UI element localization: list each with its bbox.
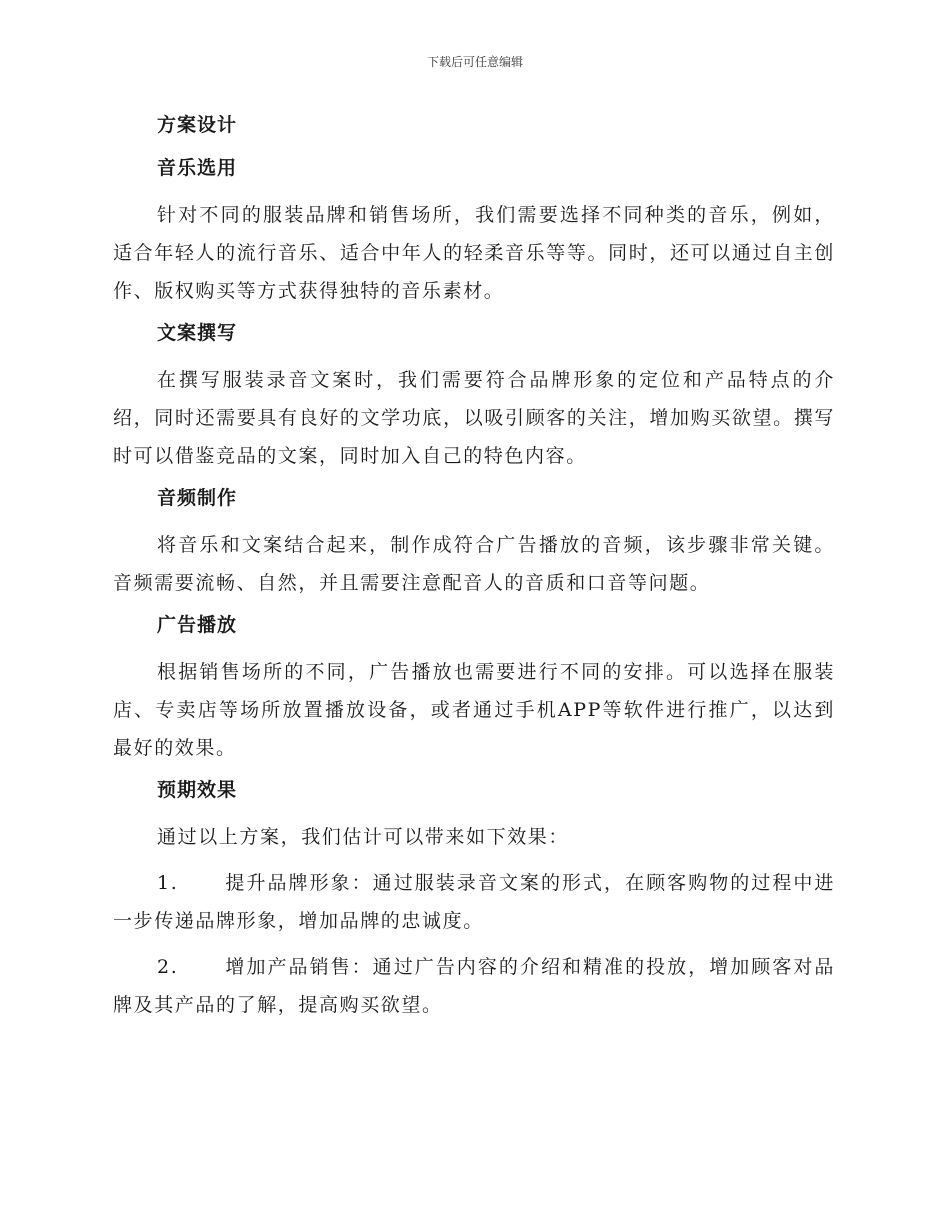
section-heading-music: 音乐选用 — [157, 157, 238, 179]
paragraph-expected: 通过以上方案，我们估计可以带来如下效果： — [157, 826, 570, 848]
list-item — [113, 864, 835, 940]
section-heading-ad: 广告播放 — [157, 614, 238, 636]
section-heading-plan: 方案设计 — [157, 114, 238, 136]
list-item-number: 2. — [157, 956, 179, 978]
section-heading-copywriting: 文案撰写 — [157, 322, 238, 344]
paragraph-audio: 将音乐和文案结合起来，制作成符合广告播放的音频，该步骤非常关键。音频需要流畅、自然，并且需要注意配音人的音质和口音等问题。 — [113, 534, 835, 594]
list-item-text: 增加产品销售：通过广告内容的介绍和精准的投放，增加顾客对品牌及其产品的了解，提高购买欲望。 — [113, 956, 835, 1016]
paragraph-copywriting: 在撰写服装录音文案时，我们需要符合品牌形象的定位和产品特点的介绍，同时还需要具有良好的文学功底，以吸引顾客的关注，增加购买欲望。撰写时可以借鉴竞品的文案，同时加入自己的特色内容。 — [113, 369, 835, 467]
page-header: 下载后可任意编辑 — [426, 55, 523, 69]
document-body — [113, 110, 835, 1032]
paragraph-ad: 根据销售场所的不同，广告播放也需要进行不同的安排。可以选择在服装店、专卖店等场所放置播放设备，或者通过手机APP等软件进行推广，以达到最好的效果。 — [113, 661, 835, 759]
list-item-number: 1. — [157, 872, 179, 894]
list-item-text: 提升品牌形象：通过服装录音文案的形式，在顾客购物的过程中进一步传递品牌形象，增加品牌的忠诚度。 — [113, 872, 835, 932]
section-heading-audio: 音频制作 — [157, 487, 238, 509]
paragraph-music: 针对不同的服装品牌和销售场所，我们需要选择不同种类的音乐，例如，适合年轻人的流行音乐、适合中年人的轻柔音乐等等。同时，还可以通过自主创作、版权购买等方式获得独特的音乐素材。 — [113, 204, 835, 302]
section-heading-expected: 预期效果 — [157, 779, 238, 801]
list-item — [113, 948, 835, 1024]
